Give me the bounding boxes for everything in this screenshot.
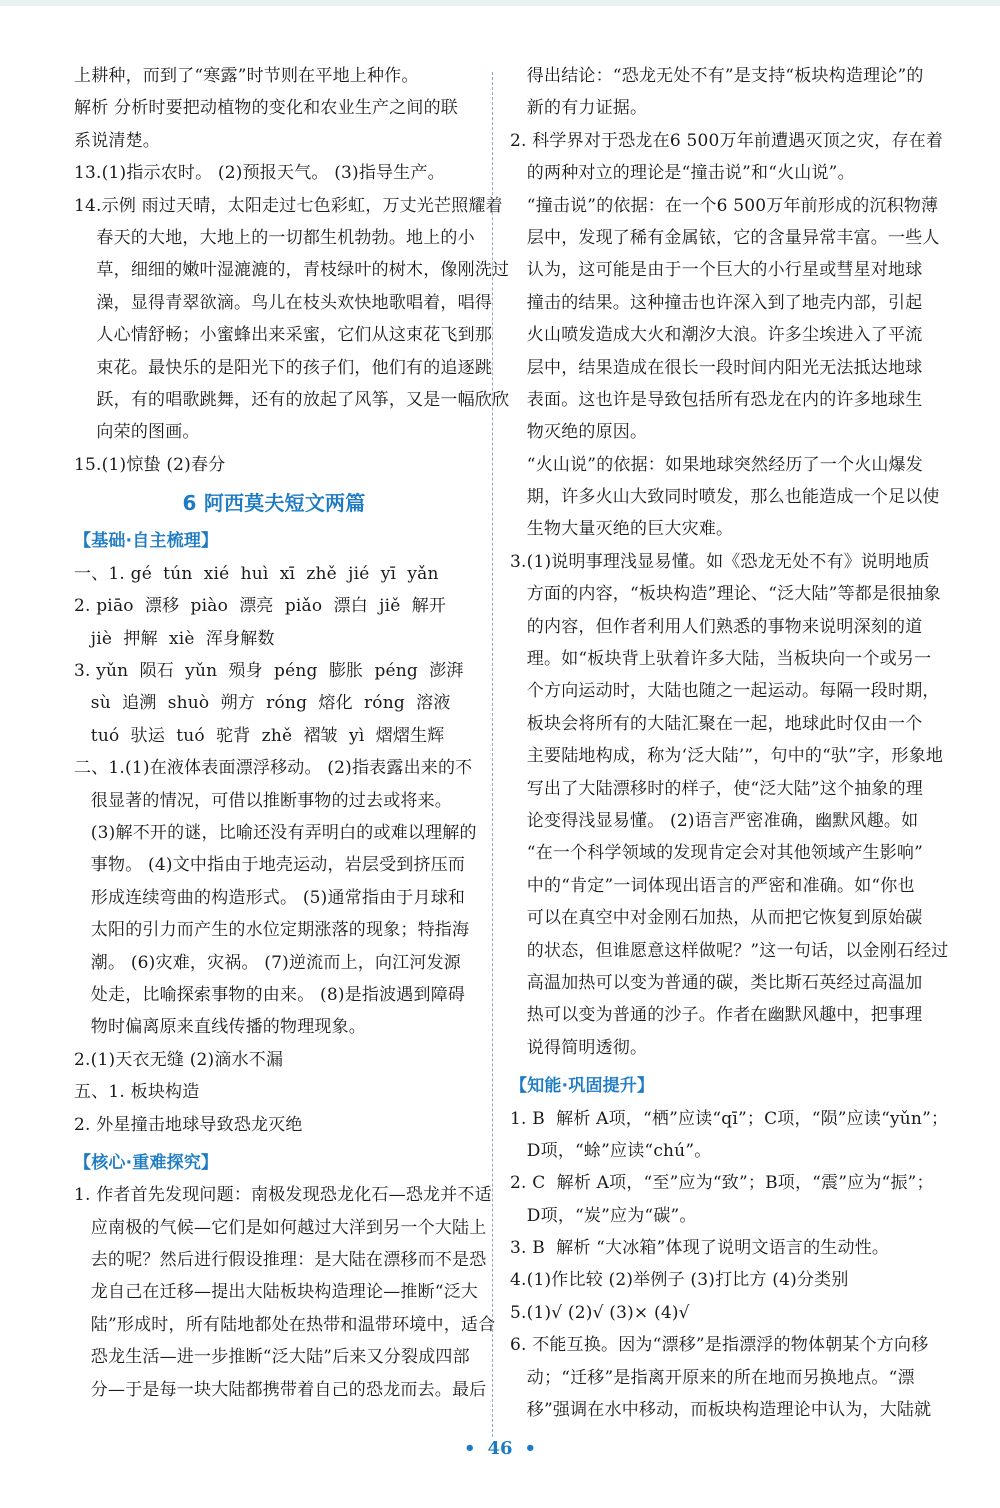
text-line: 说得简明透彻。 <box>510 1037 648 1058</box>
text-line: 热可以变为普通的沙子。作者在幽默风趣中，把事理 <box>510 1005 923 1026</box>
page-number: 46 <box>487 1438 513 1459</box>
text-line: 太阳的引力而产生的水位定期涨落的现象；特指海 <box>74 920 470 941</box>
text-line: 恐龙生活—进一步推断“泛大陆”后来又分裂成四部 <box>74 1347 470 1368</box>
text-line: 中的“肯定”一词体现出语言的严密和准确。如“你也 <box>510 875 915 896</box>
text-line: 5.(1)√ (2)√ (3)× (4)√ <box>510 1302 690 1323</box>
text-line: 4.(1)作比较 (2)举例子 (3)打比方 (4)分类别 <box>510 1270 849 1291</box>
text-line: 动；“迁移”是指离开原来的所在地而另换地点。“漂 <box>510 1367 915 1388</box>
text-line: 个方向运动时，大陆也随之一起运动。每隔一段时期， <box>510 681 940 702</box>
text-line: 束花。最快乐的是阳光下的孩子们，他们有的追逐跳 <box>74 357 493 378</box>
text-line: (3)解不开的谜，比喻还没有弄明白的或难以理解的 <box>74 822 477 843</box>
left-column <box>74 60 510 1406</box>
text-line: 解析 分析时要把动植物的变化和农业生产之间的联 <box>74 98 459 119</box>
text-line: “在一个科学领域的发现肯定会对其他领域产生影响” <box>510 843 923 864</box>
text-line: 1. 作者首先发现问题：南极发现恐龙化石—恐龙并不适 <box>74 1185 492 1206</box>
text-line: 1. B 解析 A项，“栖”应读“qī”；C项，“陨”应读“yǔn”； <box>510 1108 949 1129</box>
text-line: D项，“炭”应为“碳”。 <box>510 1205 697 1226</box>
text-line: “火山说”的依据：如果地球突然经历了一个火山爆发 <box>510 454 923 475</box>
text-line: 层中，发现了稀有金属铱，它的含量异常丰富。一些人 <box>510 227 940 248</box>
text-line: 的内容，但作者利用人们熟悉的事物来说明深刻的道 <box>510 616 923 637</box>
text-line: 形成连续弯曲的构造形式。 (5)通常指由于月球和 <box>74 887 466 908</box>
text-line: 潮。 (6)灾难，灾祸。 (7)逆流而上，向江河发源 <box>74 952 461 973</box>
text-line: 层中，结果造成在很长一段时间内阳光无法抵达地球 <box>510 357 923 378</box>
text-line: 一、1. gé tún xié huì xī zhě jié yī yǎn <box>74 563 439 584</box>
text-line: 向荣的图画。 <box>74 422 200 443</box>
text-line: 得出结论：“恐龙无处不有”是支持“板块构造理论”的 <box>510 66 924 86</box>
text-line: 3. yǔn 陨石 yǔn 殒身 péng 膨胀 péng 澎湃 <box>74 661 464 682</box>
text-line: 事物。 (4)文中指由于地壳运动，岩层受到挤压而 <box>74 855 466 876</box>
footer-dot-left: • <box>463 1438 476 1459</box>
text-line: 五、1. 板块构造 <box>74 1082 200 1103</box>
text-line: 表面。这也许是导致包括所有恐龙在内的许多地球生 <box>510 389 923 410</box>
text-line: 上耕种，而到了“寒露”时节则在平地上种作。 <box>74 66 419 86</box>
text-line: “撞击说”的依据：在一个6 500万年前形成的沉积物薄 <box>510 195 939 216</box>
text-line: 火山喷发造成大火和潮汐大浪。许多尘埃进入了平流 <box>510 325 923 346</box>
text-line: 认为，这可能是由于一个巨大的小行星或彗星对地球 <box>510 260 923 281</box>
text-line: 13.(1)指示农时。 (2)预报天气。 (3)指导生产。 <box>74 163 445 184</box>
text-line: 移”强调在水中移动，而板块构造理论中认为，大陆就 <box>510 1400 932 1421</box>
text-line: 3.(1)说明事理浅显易懂。如《恐龙无处不有》说明地质 <box>510 551 930 572</box>
text-line: 新的有力证据。 <box>510 98 648 119</box>
text-line: 2.(1)天衣无缝 (2)滴水不漏 <box>74 1049 284 1070</box>
text-line: 理。如“板块背上驮着许多大陆，当板块向一个或另一 <box>510 649 932 670</box>
text-line: 人心情舒畅；小蜜蜂出来采蜜，它们从这束花飞到那 <box>74 325 493 346</box>
section-heading: 【核心·重难探究】 <box>74 1152 219 1173</box>
text-line: 的状态，但谁愿意这样做呢？”这一句话，以金刚石经过 <box>510 940 949 961</box>
text-line: 写出了大陆漂移时的样子，使“泛大陆”这个抽象的理 <box>510 778 923 799</box>
text-line: 二、1.(1)在液体表面漂浮移动。 (2)指表露出来的不 <box>74 758 473 779</box>
text-line: D项，“蜍”应读“chú”。 <box>510 1140 712 1161</box>
page-footer <box>0 1438 1000 1459</box>
top-bar <box>0 0 1000 6</box>
text-line: 2. 科学界对于恐龙在6 500万年前遭遇灭顶之灾，存在着 <box>510 130 944 151</box>
text-line: 陆”形成时，所有陆地都处在热带和温带环境中，适合 <box>74 1314 496 1335</box>
text-line: 草，细细的嫩叶湿漉漉的，青枝绿叶的树木，像刚洗过 <box>74 260 510 281</box>
column-divider <box>492 72 493 1437</box>
lesson-title: 6 阿西莫夫短文两篇 <box>182 491 366 516</box>
text-line: 很显著的情况，可借以推断事物的过去或将来。 <box>74 790 453 811</box>
text-line: 去的呢？然后进行假设推理：是大陆在漂移而不是恐 <box>74 1250 487 1271</box>
text-line: 系说清楚。 <box>74 130 160 151</box>
text-line: 高温加热可以变为普通的碳，类比斯石英经过高温加 <box>510 972 923 993</box>
text-line: 6. 不能互换。因为“漂移”是指漂浮的物体朝某个方向移 <box>510 1335 929 1356</box>
text-line: 龙自己在迁移—提出大陆板块构造理论—推断“泛大 <box>74 1282 479 1303</box>
right-column <box>510 60 949 1426</box>
section-heading: 【基础·自主梳理】 <box>74 531 219 552</box>
text-line: tuó 驮运 tuó 驼背 zhě 褶皱 yì 熠熠生辉 <box>74 725 445 746</box>
text-line: sù 追溯 shuò 朔方 róng 熔化 róng 溶液 <box>74 693 451 714</box>
text-line: 主要陆地构成，称为‘泛大陆’”，句中的“驮”字，形象地 <box>510 746 944 767</box>
text-line: 处走，比喻探索事物的由来。 (8)是指波遇到障碍 <box>74 984 466 1005</box>
text-line: 2. piāo 漂移 piào 漂亮 piǎo 漂白 jiě 解开 <box>74 596 447 617</box>
text-line: 2. C 解析 A项，“至”应为“致”；B项，“震”应为“振”； <box>510 1173 934 1194</box>
footer-dot-right: • <box>524 1438 537 1459</box>
section-heading: 【知能·巩固提升】 <box>510 1076 655 1097</box>
text-line: 跃，有的唱歌跳舞，还有的放起了风筝，又是一幅欣欣 <box>74 389 510 410</box>
text-line: 2. 外星撞击地球导致恐龙灭绝 <box>74 1114 303 1135</box>
text-line: 撞击的结果。这种撞击也许深入到了地壳内部，引起 <box>510 292 923 313</box>
text-line: 应南极的气候—它们是如何越过大洋到另一个大陆上 <box>74 1217 487 1238</box>
text-line: 澡，显得青翠欲滴。鸟儿在枝头欢快地歌唱着，唱得 <box>74 292 493 313</box>
text-line: 方面的内容，“板块构造”理论、“泛大陆”等都是很抽象 <box>510 584 941 605</box>
text-line: 的两种对立的理论是“撞击说”和“火山说”。 <box>510 163 855 184</box>
text-line: 分—于是每一块大陆都携带着自己的恐龙而去。最后 <box>74 1379 487 1400</box>
text-line: 期，许多火山大致同时喷发，那么也能造成一个足以使 <box>510 487 940 508</box>
text-line: 15.(1)惊蛰 (2)春分 <box>74 454 226 475</box>
text-line: 可以在真空中对金刚石加热，从而把它恢复到原始碳 <box>510 908 923 929</box>
text-line: 生物大量灭绝的巨大灾难。 <box>510 519 734 540</box>
text-line: 物时偏离原来直线传播的物理现象。 <box>74 1017 367 1038</box>
text-line: 板块会将所有的大陆汇聚在一起，地球此时仅由一个 <box>510 713 923 734</box>
text-line: 论变得浅显易懂。 (2)语言严密准确，幽默风趣。如 <box>510 810 919 831</box>
text-line: jiè 押解 xiè 浑身解数 <box>74 628 275 649</box>
text-line: 物灭绝的原因。 <box>510 422 648 443</box>
text-line: 14.示例 雨过天晴，太阳走过七色彩虹，万丈光芒照耀着 <box>74 195 503 216</box>
text-line: 3. B 解析 “大冰箱”体现了说明文语言的生动性。 <box>510 1238 890 1259</box>
text-line: 春天的大地，大地上的一切都生机勃勃。地上的小 <box>74 227 475 248</box>
